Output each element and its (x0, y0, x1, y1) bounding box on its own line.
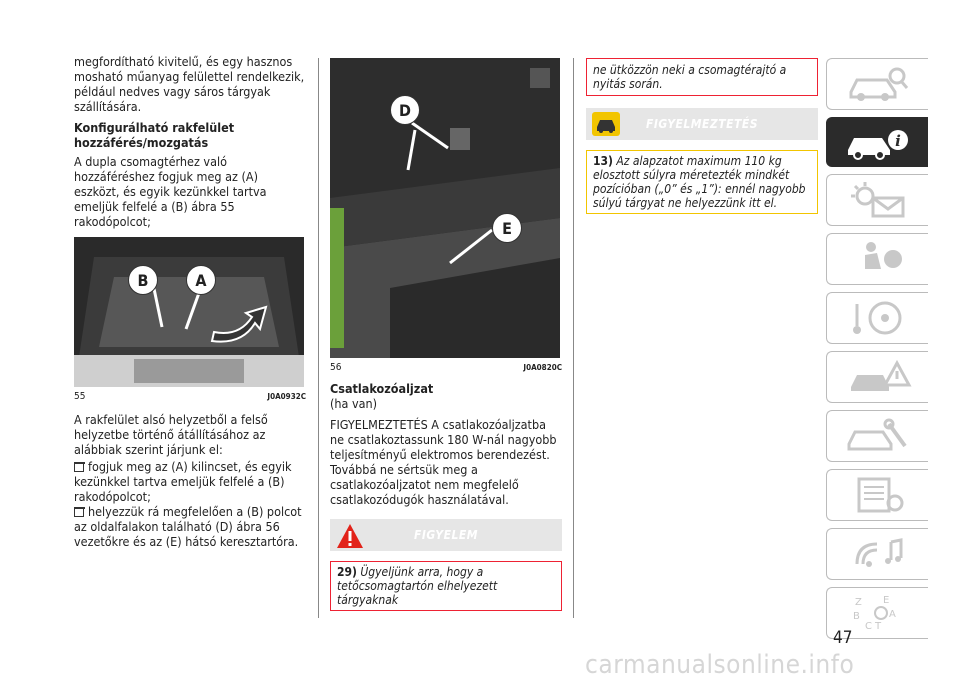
note-number: 13) (593, 154, 613, 168)
car-crash-warning-icon (843, 357, 913, 397)
car-search-icon (843, 64, 913, 104)
banner-title: FIGYELMEZTETÉS (645, 116, 759, 131)
bullet-2-text: helyezzük rá megfelelően a (B) polcot az oldalfalakon található (D) ábra 56 vezetőkre és az (E) hátsó keresztartóra. (74, 504, 302, 549)
media-music-icon (843, 534, 913, 574)
figure-number: 55 (74, 391, 86, 402)
note-number: 29) (337, 565, 357, 579)
intro-paragraph: megfordítható kivitelű, és egy hasznos mosható műanyag felülettel rendelkezik, például nedves vagy sáros tárgyak szállítására. (74, 54, 305, 114)
bullet-2 (74, 504, 306, 549)
label-e: E (492, 213, 522, 243)
checkbox-bullet-icon (74, 464, 84, 472)
tab-chapter-8[interactable] (826, 469, 928, 521)
car-service-wrench-icon (843, 416, 913, 456)
label-a: A (186, 265, 216, 295)
tab-chapter-5[interactable] (826, 292, 928, 344)
warning-triangle-icon (336, 523, 364, 549)
tab-chapter-7[interactable] (826, 410, 928, 462)
trunk-photo (74, 237, 304, 387)
svg-text:i: i (895, 132, 901, 150)
continued-note (586, 58, 818, 96)
bullet-1 (74, 459, 306, 504)
specs-list-icon (843, 475, 913, 515)
tab-chapter-1[interactable] (826, 58, 928, 110)
svg-text:B: B (852, 611, 860, 622)
tab-chapter-9[interactable] (826, 528, 928, 580)
procedure-paragraph: A rakfelület alsó helyzetből a felső helyzetbe történő átállításához az alábbiak szerint járjunk el: (74, 412, 268, 457)
note-text: Az alapzatot maximum 110 kg elosztott súlyra méretezték mindkét pozícióban („0” és „1”): ennél nagyobb súlyú tárgyat ne helyezzünk itt el. (593, 154, 806, 210)
figure-number: 56 (330, 362, 342, 373)
figure-55 (74, 237, 306, 404)
label-d: D (390, 95, 420, 125)
socket-photo (330, 58, 560, 358)
left-column (74, 54, 306, 555)
column-divider (318, 58, 319, 618)
car-warning-icon (592, 112, 620, 136)
checkbox-bullet-icon (74, 509, 84, 517)
bullet-1-text: fogjuk meg az (A) kilincset, és egyik kezünkkel tartva emeljük felfelé a (B) rakodópolcot; (74, 459, 292, 504)
socket-heading: Csatlakozóaljzat (330, 381, 434, 396)
banner-title: FIGYELEM (414, 527, 478, 542)
note-text: Ügyeljünk arra, hogy a tetőcsomagtartón elhelyezett tárgyaknak (337, 565, 498, 607)
figure-caption (330, 360, 562, 375)
tab-chapter-3[interactable] (826, 174, 928, 226)
label-b: B (128, 265, 158, 295)
chapter-tabs (826, 58, 928, 646)
svg-text:E: E (882, 595, 889, 606)
section-heading: Konfigurálható rakfelület hozzáférés/mozgatás (74, 120, 235, 150)
socket-subheading: (ha van) (330, 396, 378, 411)
car-info-icon (842, 122, 912, 162)
svg-text:Z: Z (854, 597, 862, 608)
tab-chapter-4[interactable] (826, 233, 928, 285)
attention-note (330, 561, 562, 611)
socket-paragraph: FIGYELMEZTETÉS A csatlakozóaljzatba ne csatlakoztassunk 180 W-nál nagyobb teljesítményű elektromos berendezést. Továbbá ne sértsük meg a csatlakozóaljzatot nem megfelelő csatlakozódugók használatával. (330, 417, 557, 507)
watermark: carmanualsonline.info (585, 650, 855, 680)
tab-chapter-6[interactable] (826, 351, 928, 403)
access-paragraph: A dupla csomagtérhez való hozzáféréshez fogjuk meg az (A) eszközt, és egyik kezünkkel tartva emeljük felfelé a (B) ábra 55 rakodópolcot; (74, 154, 267, 229)
trunk-illustration (74, 237, 304, 387)
right-column (586, 58, 818, 214)
warning-banner (586, 108, 818, 140)
tab-chapter-2[interactable] (826, 117, 928, 167)
alphabet-index-icon (843, 593, 913, 633)
figure-56 (330, 58, 562, 375)
continued-text: ne ütközzön neki a csomagtérajtó a nyitás során. (593, 63, 787, 91)
figure-code: J0A0820C (523, 363, 562, 372)
warning-note (586, 150, 818, 214)
svg-text:A: A (888, 609, 896, 620)
airbag-seat-icon (843, 239, 913, 279)
warning-light-mail-icon (843, 180, 913, 220)
svg-text:T: T (874, 621, 881, 632)
attention-banner (330, 519, 562, 551)
steering-key-icon (843, 298, 913, 338)
svg-text:C: C (864, 621, 872, 632)
column-divider (573, 58, 574, 618)
socket-illustration (330, 58, 560, 358)
middle-column (330, 58, 562, 611)
figure-caption (74, 389, 306, 404)
page-number: 47 (833, 628, 853, 648)
figure-code: J0A0932C (267, 392, 306, 401)
